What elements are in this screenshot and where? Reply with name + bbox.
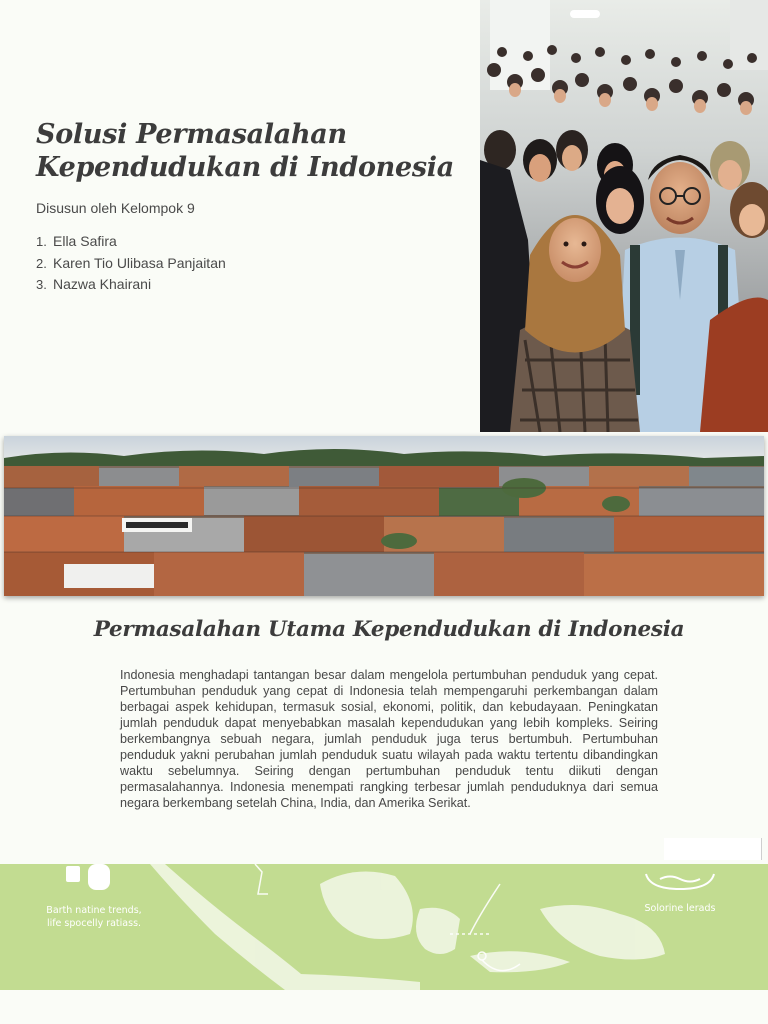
member-name: Ella Safira [53, 233, 117, 249]
member-list [36, 231, 226, 296]
section-body: Indonesia menghadapi tantangan besar dalam mengelola pertumbuhan penduduk yang cepat. Pertumbuhan penduduk yang cepat di Indonesia telah mempengaruhi perkembangan dalam berbagai aspek kehidupan, termasuk sosial, ekonomi, politik, dan kebudayaan. Peningkatan jumlah penduduk dapat menyebabkan masalah kependudukan yang lebih kompleks. Seiring berkembangnya sebuah negara, jumlah penduduk juga terus bertumbuh. Pertumbuhan penduduk yakni perubahan jumlah penduduk suatu wilayah pada waktu tertentu dibandingkan waktu sebelumnya. Seiring dengan pertumbuhan penduduk tentu diikuti dengan permasalahannya. Indonesia menempati rangking terbesar jumlah penduduknya dari semua negara berkembang setelah China, India, dan Amerika Serikat. [120, 668, 658, 810]
subtitle: Disusun oleh Kelompok 9 [36, 200, 195, 216]
rooftops-photo [4, 436, 764, 596]
title-line-1: Solusi Permasalahan [36, 119, 347, 150]
list-item [36, 253, 226, 275]
section-title: Permasalahan Utama Kependudukan di Indonesia [93, 617, 685, 642]
person-icon [66, 864, 110, 890]
rooftops-illustration [4, 436, 764, 596]
crowd-photo-illustration [480, 0, 768, 432]
member-name: Karen Tio Ulibasa Panjaitan [53, 254, 226, 271]
map-caption-right: Solorine lerads [644, 903, 716, 914]
list-number: 3. [36, 277, 47, 292]
caption-box [664, 838, 762, 860]
list-item [36, 231, 226, 253]
map-caption-left-line2: life spocelly ratiass. [46, 918, 142, 929]
list-item [36, 274, 226, 296]
list-number: 2. [36, 255, 47, 271]
crowd-photo [480, 0, 768, 432]
map-caption-left-line1: Barth natine trends, [46, 905, 142, 916]
title-panel [0, 0, 480, 432]
member-name: Nazwa Khairani [53, 276, 152, 292]
page-title [36, 118, 466, 184]
bottom-strip [0, 990, 768, 1024]
list-number: 1. [36, 234, 47, 249]
title-line-2: Kependudukan di Indonesia [36, 152, 454, 183]
map-caption-left [38, 904, 150, 930]
recycle-icon [646, 874, 714, 889]
